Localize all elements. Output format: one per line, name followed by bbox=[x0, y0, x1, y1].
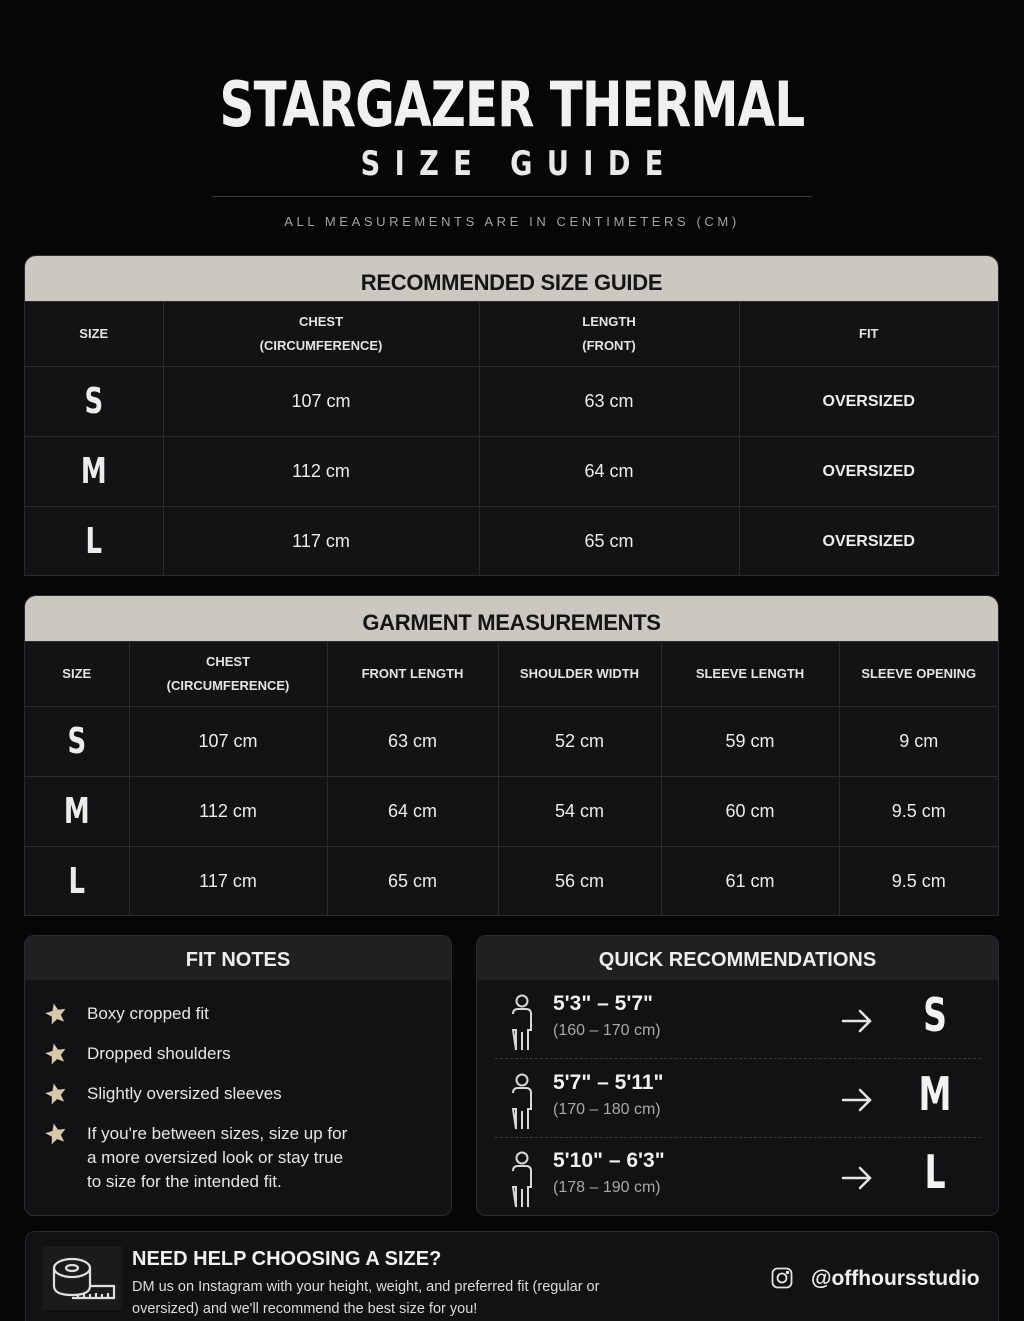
list-item bbox=[495, 1061, 981, 1139]
sleeve-opening-cell: 9.5 cm bbox=[839, 777, 998, 847]
sleeve-length-cell: 61 cm bbox=[661, 847, 839, 917]
chest-cell: 117 cm bbox=[129, 847, 327, 917]
shoulder-cell: 54 cm bbox=[498, 777, 661, 847]
instagram-handle-link[interactable]: @offhoursstudio bbox=[811, 1267, 980, 1290]
size-cell: L bbox=[40, 847, 115, 917]
garment-measurements-table bbox=[25, 641, 998, 916]
garment-measurements-panel bbox=[24, 595, 999, 916]
units-note: ALL MEASUREMENTS ARE IN CENTIMETERS (CM) bbox=[284, 214, 740, 229]
size-cell: S bbox=[40, 707, 115, 777]
size-cell: S bbox=[44, 367, 143, 437]
height-range-cm: (178 – 190 cm) bbox=[553, 1179, 661, 1196]
front-length-cell: 64 cm bbox=[327, 777, 498, 847]
header-sleeve-length: SLEEVE LENGTH bbox=[661, 642, 839, 707]
person-icon bbox=[503, 1149, 541, 1209]
star-icon bbox=[43, 1081, 69, 1107]
recommended-size: S bbox=[923, 988, 947, 1042]
help-body: DM us on Instagram with your height, weight, and preferred fit (regular or oversized) and we'll recommend the best size for you! bbox=[132, 1279, 600, 1317]
header-front-length: FRONT LENGTH bbox=[327, 642, 498, 707]
size-cell: M bbox=[44, 437, 143, 507]
star-icon bbox=[43, 1001, 69, 1027]
sleeve-length-cell: 60 cm bbox=[661, 777, 839, 847]
list-item bbox=[495, 1139, 981, 1216]
recommended-size: L bbox=[924, 1145, 946, 1199]
measuring-tape-icon bbox=[42, 1246, 122, 1310]
chest-cell: 112 cm bbox=[129, 777, 327, 847]
length-cell: 63 cm bbox=[479, 367, 739, 437]
recommended-size: M bbox=[918, 1067, 952, 1121]
separator bbox=[495, 1137, 981, 1138]
length-cell: 64 cm bbox=[479, 437, 739, 507]
fit-cell: OVERSIZED bbox=[739, 367, 998, 437]
arrow-right-icon bbox=[837, 1159, 877, 1197]
person-icon bbox=[503, 992, 541, 1052]
list-item bbox=[43, 1082, 357, 1107]
person-icon bbox=[503, 1071, 541, 1131]
table-header-row bbox=[25, 642, 998, 707]
garment-measurements-title: GARMENT MEASUREMENTS bbox=[25, 596, 998, 641]
list-item bbox=[43, 1002, 357, 1027]
chest-cell: 107 cm bbox=[163, 367, 479, 437]
fit-note-text: If you're between sizes, size up for a more oversized look or stay true to size for the intended fit. bbox=[87, 1124, 348, 1191]
header-size: SIZE bbox=[25, 642, 129, 707]
header-chest: CHEST (CIRCUMFERENCE) bbox=[163, 302, 479, 367]
recommended-size-title: RECOMMENDED SIZE GUIDE bbox=[25, 256, 998, 301]
list-item bbox=[495, 982, 981, 1060]
star-icon bbox=[43, 1041, 69, 1067]
height-range: 5'3" – 5'7" bbox=[553, 992, 653, 1015]
table-row bbox=[25, 367, 998, 437]
size-cell: L bbox=[44, 507, 143, 577]
table-header-row bbox=[25, 302, 998, 367]
header-chest: CHEST (CIRCUMFERENCE) bbox=[129, 642, 327, 707]
list-item bbox=[43, 1042, 357, 1067]
recommended-size-panel bbox=[24, 255, 999, 576]
table-row bbox=[25, 507, 998, 577]
chest-cell: 107 cm bbox=[129, 707, 327, 777]
fit-note-text: Slightly oversized sleeves bbox=[87, 1084, 282, 1103]
sleeve-length-cell: 59 cm bbox=[661, 707, 839, 777]
fit-notes-title: FIT NOTES bbox=[25, 936, 451, 980]
arrow-right-icon bbox=[837, 1081, 877, 1119]
height-range: 5'10" – 6'3" bbox=[553, 1149, 665, 1172]
separator bbox=[495, 1058, 981, 1059]
recommended-size-table bbox=[25, 301, 998, 576]
help-banner bbox=[25, 1231, 999, 1321]
header-fit: FIT bbox=[739, 302, 998, 367]
shoulder-cell: 52 cm bbox=[498, 707, 661, 777]
star-icon bbox=[43, 1121, 69, 1147]
chest-cell: 112 cm bbox=[163, 437, 479, 507]
header-shoulder-width: SHOULDER WIDTH bbox=[498, 642, 661, 707]
chest-cell: 117 cm bbox=[163, 507, 479, 577]
table-row bbox=[25, 437, 998, 507]
shoulder-cell: 56 cm bbox=[498, 847, 661, 917]
header-sleeve-opening: SLEEVE OPENING bbox=[839, 642, 998, 707]
header-size: SIZE bbox=[25, 302, 163, 367]
fit-cell: OVERSIZED bbox=[739, 437, 998, 507]
sleeve-opening-cell: 9 cm bbox=[839, 707, 998, 777]
quick-recommendations-card bbox=[476, 935, 999, 1216]
quick-recommendations-title: QUICK RECOMMENDATIONS bbox=[477, 936, 998, 980]
instagram-icon[interactable] bbox=[770, 1266, 794, 1290]
front-length-cell: 65 cm bbox=[327, 847, 498, 917]
table-row bbox=[25, 777, 998, 847]
size-cell: M bbox=[40, 777, 115, 847]
header-divider bbox=[212, 196, 812, 197]
fit-note-text: Dropped shoulders bbox=[87, 1044, 231, 1063]
page-title: STARGAZER THERMAL bbox=[219, 68, 805, 141]
fit-notes-card bbox=[24, 935, 452, 1216]
height-range-cm: (160 – 170 cm) bbox=[553, 1022, 661, 1039]
page-subtitle: SIZE GUIDE bbox=[360, 144, 678, 184]
header-length: LENGTH (FRONT) bbox=[479, 302, 739, 367]
front-length-cell: 63 cm bbox=[327, 707, 498, 777]
arrow-right-icon bbox=[837, 1002, 877, 1040]
height-range-cm: (170 – 180 cm) bbox=[553, 1101, 661, 1118]
list-item bbox=[43, 1122, 357, 1194]
fit-cell: OVERSIZED bbox=[739, 507, 998, 577]
table-row bbox=[25, 847, 998, 917]
help-title: NEED HELP CHOOSING A SIZE? bbox=[132, 1248, 442, 1270]
table-row bbox=[25, 707, 998, 777]
length-cell: 65 cm bbox=[479, 507, 739, 577]
sleeve-opening-cell: 9.5 cm bbox=[839, 847, 998, 917]
height-range: 5'7" – 5'11" bbox=[553, 1071, 664, 1094]
fit-note-text: Boxy cropped fit bbox=[87, 1004, 209, 1023]
